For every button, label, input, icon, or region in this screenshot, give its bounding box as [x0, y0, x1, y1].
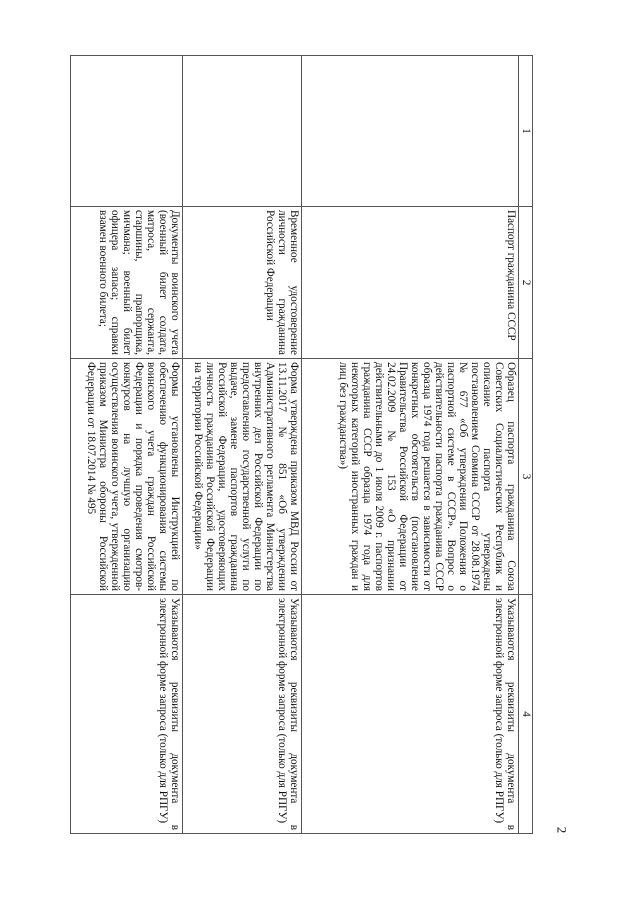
rotated-table-container: [70, 55, 533, 833]
header-cell: 1: [518, 56, 532, 207]
cell-document-name: Паспорт гражданина СССР: [302, 207, 519, 359]
cell-document-name: Временное удостоверение личности гражданина Российской Федерации: [183, 207, 302, 359]
cell-note: Указываются реквизиты документа в электронной форме запроса (только для РПГУ): [71, 595, 183, 834]
table-header-row: [518, 56, 532, 834]
table-row: [71, 56, 183, 834]
cell-document-basis: Формы установлены Инструкцией по обеспечению функционирования системы воинского учета граждан Российской Федерации и порядка проведения смотров-конкурсов на лучшую организацию осуществления воинского учета, утвержденной приказом Министра обороны Российской Федерации от 18.07.2014 № 495: [71, 359, 183, 595]
cell-document-basis: Форма утверждена приказом МВД России от 13.11.2017 № 851 «Об утверждении Административного регламента Министерства внутренних дел Российской Федерации по предоставлению государственной услуги по выдаче, замене паспортов гражданина Российской Федерации, удостоверяющих личность гражданина Российской Федерации на территории Российской Федерации»: [183, 359, 302, 595]
documents-table: [70, 55, 533, 834]
header-cell: 4: [518, 595, 532, 834]
cell-number: [302, 56, 519, 207]
header-cell: 3: [518, 359, 532, 595]
page-number: 2: [554, 826, 570, 834]
header-cell: 2: [518, 207, 532, 359]
cell-document-name: Документы воинского учета (военный билет солдата, матроса, сержанта, старшины, прапорщика, мичмана; военный билет офицера запаса; справки взамен военного билета;: [71, 207, 183, 359]
cell-number: [183, 56, 302, 207]
cell-number: [71, 56, 183, 207]
table-row: [183, 56, 302, 834]
cell-note: Указываются реквизиты документа в электронной форме запроса (только для РПГУ): [183, 595, 302, 834]
table-row: [302, 56, 519, 834]
cell-note: Указываются реквизиты документа в электронной форме запроса (только для РПГУ): [302, 595, 519, 834]
cell-document-basis: Образец паспорта гражданина Союза Советских Социалистических Республик и описание паспорта утверждены постановлением Совмина СССР от 28.08.1974 № 677 «Об утверждении Положения о паспортной системе в СССР». Вопрос о действительности паспорта гражданина СССР образца 1974 года решается в зависимости от конкретных обстоятельств (постановление Правительства Российской Федерации от 24.02.2009 № 153 «О признании действительными до 1 июля 2009 г. паспортов гражданина СССР образца 1974 года для некоторых категорий иностранных граждан и лиц без гражданства»): [302, 359, 519, 595]
